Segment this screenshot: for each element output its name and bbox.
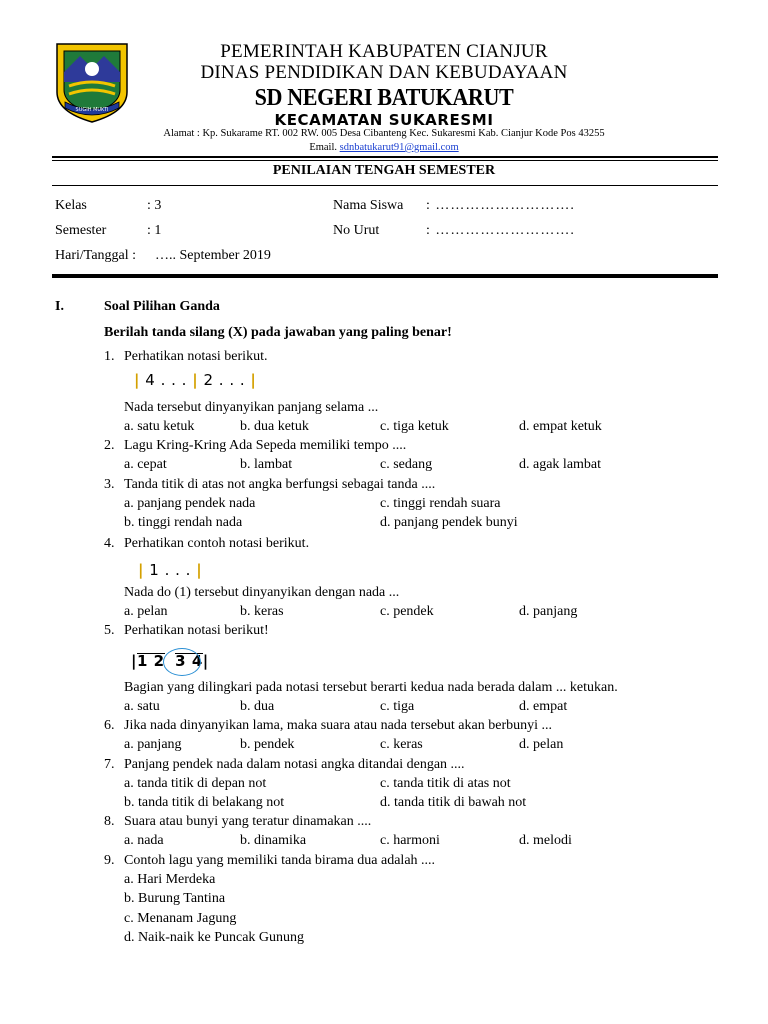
q1-option-b[interactable]: b. dua ketuk	[240, 419, 309, 434]
q3-number: 3.	[104, 477, 115, 492]
section-title: Soal Pilihan Ganda	[104, 299, 220, 314]
q4-option-a[interactable]: a. pelan	[124, 604, 168, 619]
q2-option-b[interactable]: b. lambat	[240, 457, 293, 472]
logo-motto: SUGIH MUKTI	[75, 107, 109, 113]
nama-field[interactable]: : ……………………….	[426, 198, 575, 213]
q6-number: 6.	[104, 718, 115, 733]
title-rule	[52, 185, 718, 186]
email-link[interactable]: sdnbatukarut91@gmail.com	[339, 142, 459, 153]
section-rule	[52, 274, 718, 278]
q8-option-c[interactable]: c. harmoni	[380, 833, 440, 848]
q3-option-b[interactable]: b. tinggi rendah nada	[124, 515, 243, 530]
nourut-field[interactable]: : ……………………….	[426, 223, 575, 238]
q1-notation-a: 4 . . .	[145, 371, 187, 389]
nourut-label: No Urut	[333, 223, 380, 238]
hari-label: Hari/Tanggal :	[55, 248, 137, 263]
q1-option-a[interactable]: a. satu ketuk	[124, 419, 195, 434]
gov-title: PEMERINTAH KABUPATEN CIANJUR	[220, 41, 548, 62]
q7-option-d[interactable]: d. tanda titik di bawah not	[380, 795, 527, 810]
kelas-value: : 3	[147, 198, 162, 213]
q7-number: 7.	[104, 757, 115, 772]
q5-beam-1	[137, 653, 165, 668]
q6-option-b[interactable]: b. pendek	[240, 737, 295, 752]
q4-notation-text: 1 . . .	[149, 561, 191, 579]
q4-subtext: Nada do (1) tersebut dinyanyikan dengan nada ...	[124, 585, 400, 600]
q9-option-c[interactable]: c. Menanam Jagung	[124, 911, 237, 926]
q5-note-1: 1	[136, 652, 148, 670]
q4-text: Perhatikan contoh notasi berikut.	[124, 536, 310, 551]
q5-note-4: 4	[191, 652, 203, 670]
email-line	[0, 142, 768, 153]
q2-option-a[interactable]: a. cepat	[124, 457, 167, 472]
q6-text: Jika nada dinyanyikan lama, maka suara atau nada tersebut akan berbunyi ...	[124, 718, 553, 733]
q1-number: 1.	[104, 349, 115, 364]
semester-value: : 1	[147, 223, 162, 238]
q5-note-2: 2	[153, 652, 165, 670]
nama-label: Nama Siswa	[333, 198, 404, 213]
q3-text: Tanda titik di atas not angka berfungsi sebagai tanda ....	[124, 477, 436, 492]
district-name: KECAMATAN SUKARESMI	[274, 111, 494, 129]
q2-option-c[interactable]: c. sedang	[380, 457, 433, 472]
q8-number: 8.	[104, 814, 115, 829]
q9-option-a[interactable]: a. Hari Merdeka	[124, 872, 216, 887]
q7-option-c[interactable]: c. tanda titik di atas not	[380, 776, 511, 791]
email-label: Email.	[309, 142, 340, 153]
q4-option-c[interactable]: c. pendek	[380, 604, 434, 619]
q2-option-d[interactable]: d. agak lambat	[519, 457, 602, 472]
q1-notation-b: 2 . . .	[203, 371, 246, 389]
q5-option-d[interactable]: d. empat	[519, 699, 568, 714]
q1-subtext: Nada tersebut dinyanyikan panjang selama ...	[124, 400, 379, 415]
q5-note-3: 3	[175, 652, 187, 670]
q9-option-d[interactable]: d. Naik-naik ke Puncak Gunung	[124, 930, 305, 945]
school-name: SD NEGERI BATUKARUT	[254, 85, 514, 111]
dept-title: DINAS PENDIDIKAN DAN KEBUDAYAAN	[200, 62, 568, 83]
q5-notation: |1 2 3 4|	[131, 652, 209, 670]
q1-option-d[interactable]: d. empat ketuk	[519, 419, 602, 434]
q3-option-d[interactable]: d. panjang pendek bunyi	[380, 515, 518, 530]
section-instruction: Berilah tanda silang (X) pada jawaban yang paling benar!	[104, 325, 452, 340]
q5-text: Perhatikan notasi berikut!	[124, 623, 269, 638]
q4-option-b[interactable]: b. keras	[240, 604, 284, 619]
q7-text: Panjang pendek nada dalam notasi angka ditandai dengan ....	[124, 757, 465, 772]
header-rule-thin	[52, 160, 718, 161]
q7-option-a[interactable]: a. tanda titik di depan not	[124, 776, 267, 791]
q6-option-a[interactable]: a. panjang	[124, 737, 182, 752]
semester-label: Semester	[55, 223, 107, 238]
q1-option-c[interactable]: c. tiga ketuk	[380, 419, 449, 434]
q1-notation: | 4 . . . | 2 . . . |	[134, 371, 257, 389]
exam-title: PENILAIAN TENGAH SEMESTER	[272, 163, 496, 178]
q8-text: Suara atau bunyi yang teratur dinamakan ....	[124, 814, 372, 829]
q2-text: Lagu Kring-Kring Ada Sepeda memiliki tempo ....	[124, 438, 407, 453]
q5-highlight-circle	[163, 648, 201, 676]
q6-option-d[interactable]: d. pelan	[519, 737, 564, 752]
q6-option-c[interactable]: c. keras	[380, 737, 423, 752]
q1-text: Perhatikan notasi berikut.	[124, 349, 268, 364]
header-rule	[52, 156, 718, 158]
q4-option-d[interactable]: d. panjang	[519, 604, 578, 619]
q4-number: 4.	[104, 536, 115, 551]
q8-option-a[interactable]: a. nada	[124, 833, 164, 848]
q9-text: Contoh lagu yang memiliki tanda birama dua adalah ....	[124, 853, 436, 868]
q5-option-a[interactable]: a. satu	[124, 699, 160, 714]
q7-option-b[interactable]: b. tanda titik di belakang not	[124, 795, 285, 810]
q5-option-c[interactable]: c. tiga	[380, 699, 415, 714]
q2-number: 2.	[104, 438, 115, 453]
school-address: Alamat : Kp. Sukarame RT. 002 RW. 005 Desa Cibanteng Kec. Sukaresmi Kab. Cianjur Kode Pos 43255	[163, 128, 605, 139]
hari-value: ….. September 2019	[155, 248, 271, 263]
q8-option-b[interactable]: b. dinamika	[240, 833, 307, 848]
q8-option-d[interactable]: d. melodi	[519, 833, 572, 848]
q9-number: 9.	[104, 853, 115, 868]
q5-subtext: Bagian yang dilingkari pada notasi tersebut berarti kedua nada berada dalam ... ketukan.	[124, 680, 618, 695]
q3-option-a[interactable]: a. panjang pendek nada	[124, 496, 256, 511]
q5-number: 5.	[104, 623, 115, 638]
section-number: I.	[55, 299, 64, 314]
q4-notation: | 1 . . . |	[138, 561, 203, 579]
q3-option-c[interactable]: c. tinggi rendah suara	[380, 496, 501, 511]
q5-option-b[interactable]: b. dua	[240, 699, 275, 714]
q9-option-b[interactable]: b. Burung Tantina	[124, 891, 226, 906]
kelas-label: Kelas	[55, 198, 87, 213]
